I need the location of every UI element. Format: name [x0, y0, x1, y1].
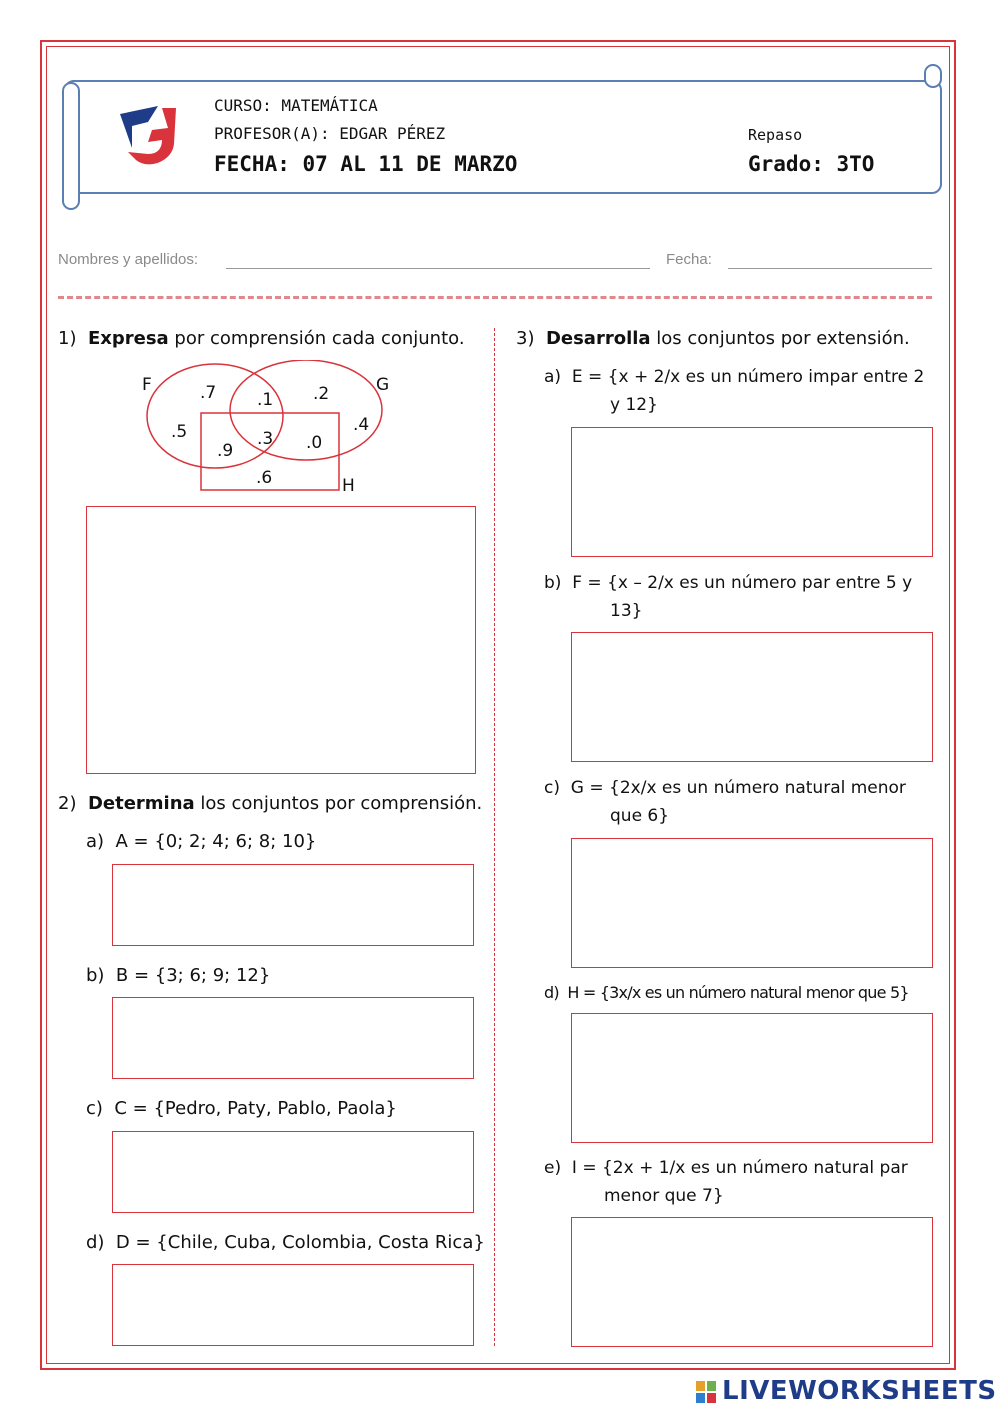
q3e-answer-box[interactable]: [571, 1217, 933, 1347]
venn-value: .3: [257, 429, 274, 449]
venn-value: .7: [200, 383, 217, 403]
q2b-text: b) B = {3; 6; 9; 12}: [86, 965, 271, 986]
repaso-label: Repaso: [748, 126, 803, 144]
q3c-answer-box[interactable]: [571, 838, 933, 968]
school-logo-icon: [118, 104, 180, 170]
fecha-field-label: Fecha:: [666, 251, 712, 268]
header-divider: [58, 296, 932, 299]
fecha-input-line[interactable]: [728, 268, 932, 269]
venn-label-g: G: [376, 375, 390, 395]
q1-heading: 1) Expresa por comprensión cada conjunto.: [58, 328, 465, 349]
liveworksheets-logo-icon: [696, 1381, 716, 1403]
q3a-text-cont: y 12}: [610, 395, 658, 415]
grado-label: Grado: 3TO: [748, 152, 875, 176]
q1-answer-box[interactable]: [86, 506, 476, 774]
q3d-text: d) H = {3x/x es un número natural menor que 5}: [544, 983, 909, 1002]
header-banner: [64, 80, 942, 194]
venn-value: .4: [353, 415, 370, 435]
venn-value: .1: [257, 390, 274, 410]
q3e-text: e) I = {2x + 1/x es un número natural par: [544, 1158, 908, 1178]
q3b-text-cont: 13}: [610, 601, 643, 621]
venn-value: .9: [217, 441, 234, 461]
q2d-answer-box[interactable]: [112, 1264, 474, 1346]
q2b-answer-box[interactable]: [112, 997, 474, 1079]
q3b-answer-box[interactable]: [571, 632, 933, 762]
liveworksheets-brand: LIVEWORKSHEETS: [722, 1376, 997, 1406]
q2c-answer-box[interactable]: [112, 1131, 474, 1213]
column-divider: [494, 328, 495, 1346]
curso-label: CURSO: MATEMÁTICA: [214, 96, 378, 115]
nombres-label: Nombres y apellidos:: [58, 251, 199, 268]
venn-circle-f: [147, 364, 283, 468]
q2a-answer-box[interactable]: [112, 864, 474, 946]
q3b-text: b) F = {x – 2/x es un número par entre 5 y: [544, 573, 913, 593]
q2a-text: a) A = {0; 2; 4; 6; 8; 10}: [86, 831, 317, 852]
scroll-curl-left: [62, 82, 80, 210]
q3a-text: a) E = {x + 2/x es un número impar entre 2: [544, 367, 925, 387]
q3c-text: c) G = {2x/x es un número natural menor: [544, 778, 906, 798]
fecha-header: FECHA: 07 AL 11 DE MARZO: [214, 152, 518, 176]
venn-value: .5: [171, 422, 188, 442]
profesor-label: PROFESOR(A): EDGAR PÉREZ: [214, 124, 446, 143]
q3c-text-cont: que 6}: [610, 806, 670, 826]
q3a-answer-box[interactable]: [571, 427, 933, 557]
nombres-input-line[interactable]: [226, 268, 650, 269]
venn-value: .2: [313, 384, 330, 404]
venn-value: .0: [306, 433, 323, 453]
venn-value: .6: [256, 468, 273, 488]
scroll-curl-right: [924, 64, 942, 88]
q3d-answer-box[interactable]: [571, 1013, 933, 1143]
q3-heading: 3) Desarrolla los conjuntos por extensión.: [516, 328, 910, 349]
q2-heading: 2) Determina los conjuntos por comprensión.: [58, 793, 483, 814]
q2c-text: c) C = {Pedro, Paty, Pablo, Paola}: [86, 1098, 397, 1119]
q3e-text-cont: menor que 7}: [604, 1186, 724, 1206]
venn-label-f: F: [142, 375, 152, 395]
venn-label-h: H: [342, 476, 355, 496]
venn-diagram: [130, 360, 390, 500]
q2d-text: d) D = {Chile, Cuba, Colombia, Costa Rica}: [86, 1232, 485, 1253]
